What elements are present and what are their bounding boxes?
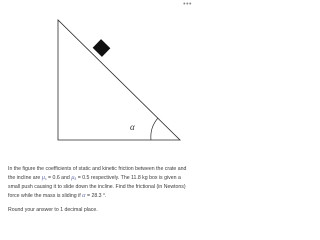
problem-text-part-3: = 0.5 respectively. The 11.8 kg box is given a small push causing it to slide down the incline. Find the frictional (in Newtons) force while the mass is sliding if: [8, 174, 186, 199]
mu-k-symbol: $\mu_k$: [71, 173, 77, 181]
question-text: [8, 165, 194, 215]
angle-arc: [151, 118, 158, 140]
more-options-icon[interactable]: •••: [183, 1, 192, 8]
problem-statement: [8, 165, 194, 200]
incline-triangle: [58, 20, 180, 140]
problem-text-part-1: In the figure the coefficients of static and kinetic friction between the crate and the incline are: [8, 166, 187, 181]
crate-box: [93, 39, 111, 57]
rounding-instruction: Round your answer to 1 decimal place.: [8, 207, 98, 214]
incline-figure: [0, 0, 200, 160]
mu-s-symbol: $\mu_s$: [41, 173, 47, 181]
problem-text-part-4: = 28.3 °.: [85, 192, 107, 199]
angle-label: α: [130, 122, 135, 132]
problem-text-part-2: = 0.6 and: [46, 174, 72, 181]
alpha-symbol: α: [82, 191, 86, 199]
